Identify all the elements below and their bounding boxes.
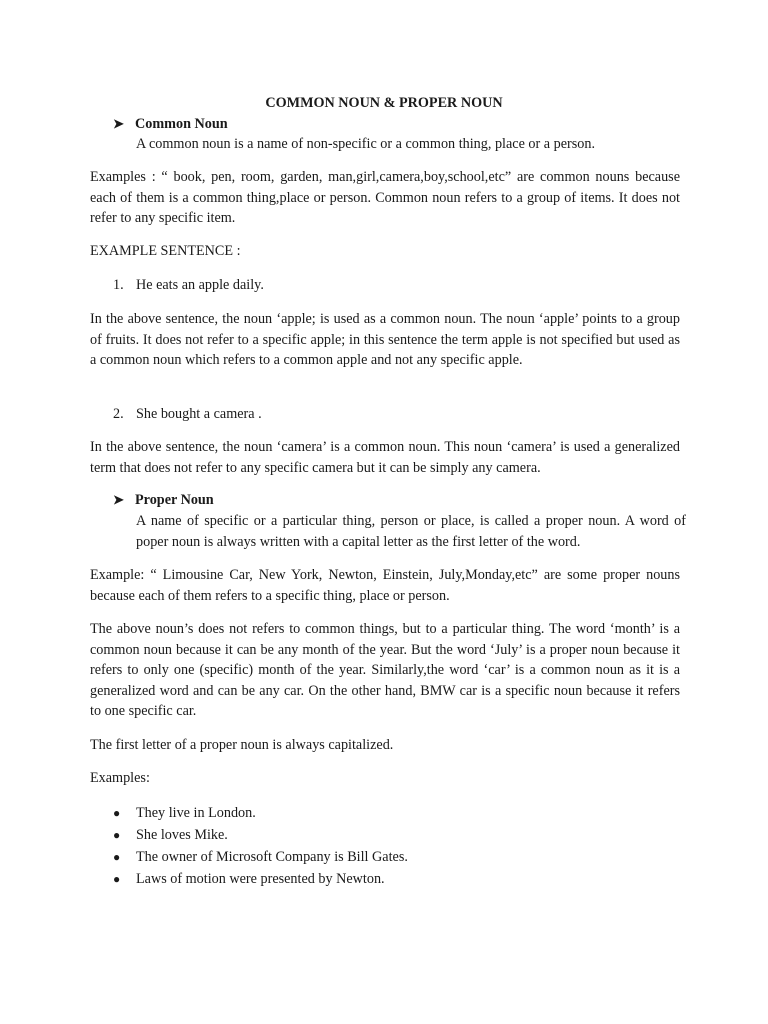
example-sentence-label: EXAMPLE SENTENCE : [90, 243, 241, 259]
explanation-camera: In the above sentence, the noun ‘camera’ is a common noun. This noun ‘camera’ is used a generalized term that does not refer to any specific camera but it can be simply any camera. [90, 439, 680, 476]
list-item [113, 869, 385, 889]
common-noun-examples: Examples : “ book, pen, room, garden, man,girl,camera,boy,school,etc” are common nouns because each of them is a common thing,place or person. Common noun refers to a group of items. It does not refer to any specific item. [90, 169, 680, 227]
example-sentence-2 [113, 404, 262, 424]
list-item-text: She loves Mike. [136, 827, 228, 843]
proper-noun-examples: Example: “ Limousine Car, New York, Newton, Einstein, July,Monday,etc” are some proper nouns because each of them refers to a specific thing, place or person. [90, 567, 680, 604]
list-item-text: Laws of motion were presented by Newton. [136, 871, 385, 887]
capitalization-note: The first letter of a proper noun is always capitalized. [90, 737, 394, 753]
proper-noun-paragraph: The above noun’s does not refers to common things, but to a particular thing. The word ‘month’ is a common noun because it can be any month of the year. But the word ‘July’ is a proper noun because it refers to only one (specific) month of the year. Similarly,the word ‘car’ is a common noun as it is a generalized word and can be any car. On the other hand, BMW car is a specific noun because it refers to one specific car. [90, 621, 680, 720]
round-bullet-icon: ● [113, 806, 121, 820]
explanation-apple: In the above sentence, the noun ‘apple; is used as a common noun. The noun ‘apple’ points to a group of fruits. It does not refer to a specific apple; in this sentence the term apple is not specified but used as a common noun which refers to a common apple and not any specific apple. [90, 311, 680, 369]
example-sentence-1 [113, 275, 264, 295]
round-bullet-icon: ● [113, 828, 121, 842]
common-noun-heading-text: Common Noun [135, 116, 228, 132]
round-bullet-icon: ● [113, 872, 121, 886]
arrow-bullet-icon: ➤ [113, 116, 124, 131]
sentence-text: She bought a camera . [136, 406, 262, 422]
list-item-text: The owner of Microsoft Company is Bill Gates. [136, 849, 408, 865]
list-item-text: They live in London. [136, 805, 256, 821]
common-noun-definition: A common noun is a name of non-specific or a common thing, place or a person. [136, 136, 596, 152]
list-item [113, 803, 256, 823]
list-number: 2. [113, 406, 124, 422]
round-bullet-icon: ● [113, 850, 121, 864]
examples-label: Examples: [90, 770, 150, 786]
proper-noun-definition: A name of specific or a particular thing, person or place, is called a proper noun. A word of poper noun is always written with a capital letter as the first letter of the word. [136, 513, 686, 550]
list-item [113, 825, 228, 845]
page-title: COMMON NOUN & PROPER NOUN [265, 95, 503, 111]
proper-noun-heading [113, 490, 214, 510]
list-number: 1. [113, 277, 124, 293]
proper-noun-heading-text: Proper Noun [135, 492, 214, 508]
arrow-bullet-icon: ➤ [113, 492, 124, 507]
common-noun-heading [113, 114, 228, 134]
list-item [113, 847, 408, 867]
sentence-text: He eats an apple daily. [136, 277, 264, 293]
